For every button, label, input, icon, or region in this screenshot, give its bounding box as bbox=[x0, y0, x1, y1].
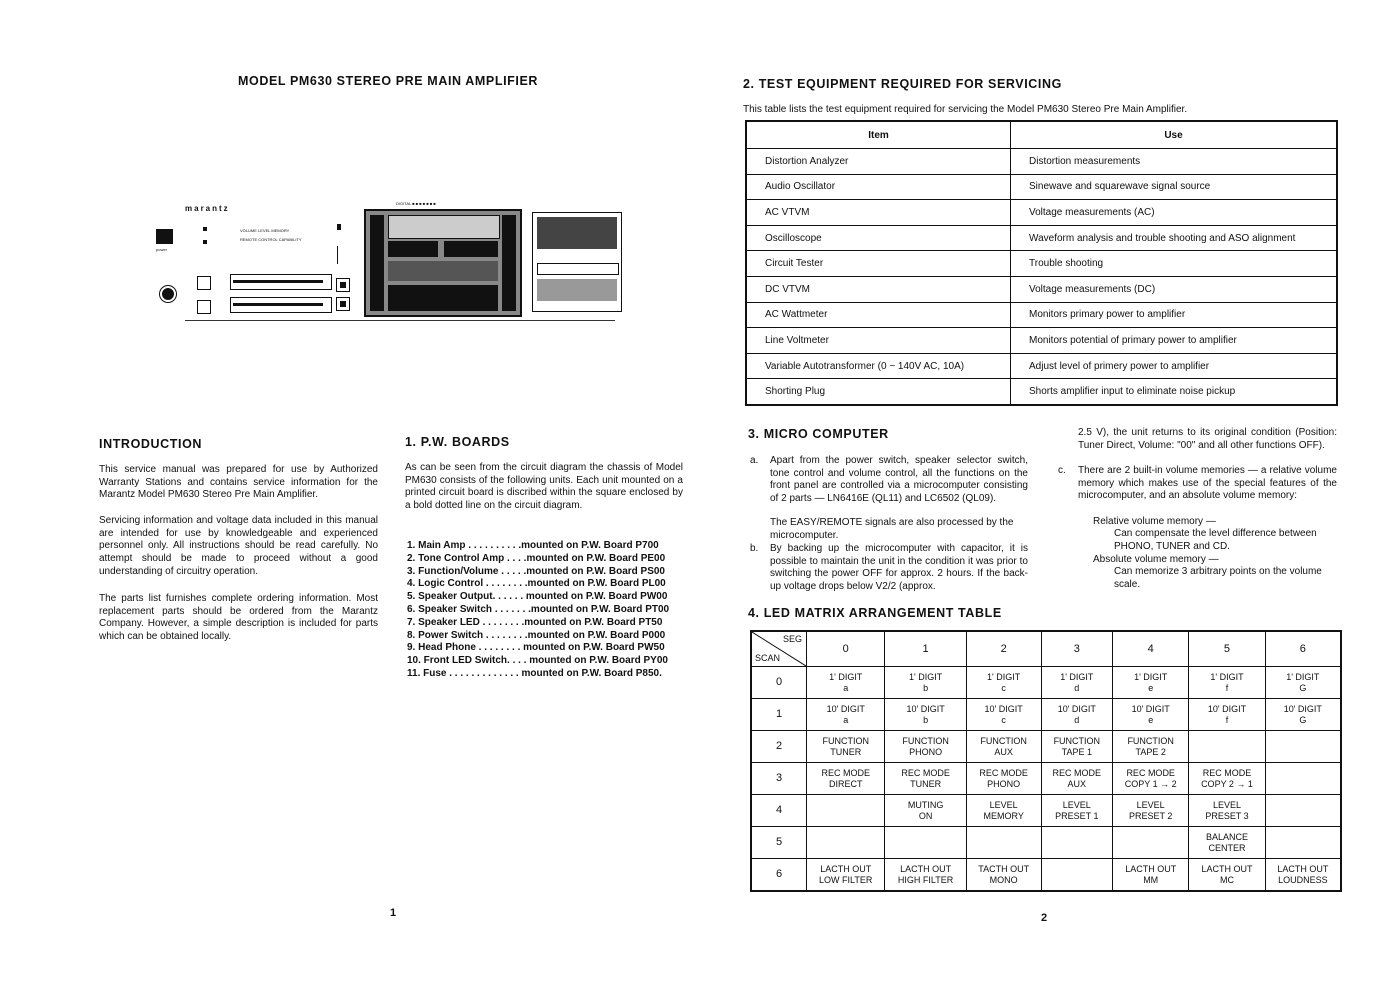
scan-number-cell: 3 bbox=[751, 763, 807, 795]
led-cell bbox=[1265, 667, 1341, 699]
led-cell bbox=[966, 795, 1041, 827]
led-cell bbox=[885, 667, 966, 699]
led-cell bbox=[1041, 795, 1112, 827]
led-cell bbox=[885, 731, 966, 763]
headphone-jack-icon bbox=[160, 286, 176, 302]
table-row bbox=[746, 251, 1337, 277]
table-row bbox=[746, 225, 1337, 251]
absolute-memory-title: Absolute volume memory — bbox=[1093, 554, 1219, 565]
led-cell bbox=[1113, 731, 1189, 763]
led-cell-line2: PHONO bbox=[909, 746, 943, 757]
led-cell-line2: MONO bbox=[989, 874, 1018, 885]
led-cell bbox=[1113, 859, 1189, 892]
list-item: 7. Speaker LED . . . . . . . .mounted on P.W. Board PT50 bbox=[407, 616, 663, 628]
led-cell-line1: 10' DIGIT bbox=[984, 703, 1023, 714]
led-cell bbox=[885, 859, 966, 892]
led-cell-line1: FUNCTION bbox=[980, 735, 1027, 746]
seg-column-header: 1 bbox=[885, 631, 966, 667]
led-cell-line1: REC MODE bbox=[979, 767, 1028, 778]
table-row bbox=[751, 859, 1341, 892]
test-equipment-heading: 2. TEST EQUIPMENT REQUIRED FOR SERVICING bbox=[743, 77, 1062, 91]
led-cell bbox=[1265, 763, 1341, 795]
led-cell-line2: TUNER bbox=[910, 778, 942, 789]
led-cell-line2: f bbox=[1225, 682, 1229, 693]
micro-b-continued: 2.5 V), the unit returns to its original condition (Position: Tuner Direct, Volume: "00" and all other functions OFF). bbox=[1078, 427, 1337, 451]
led-cell-line2: b bbox=[923, 682, 929, 693]
amplifier-illustration bbox=[150, 200, 620, 330]
led-cell bbox=[1113, 795, 1189, 827]
led-cell-line2: TUNER bbox=[830, 746, 862, 757]
led-cell bbox=[885, 795, 966, 827]
memory-label: VOLUME LEVEL MEMORY bbox=[240, 228, 290, 233]
micro-b-text: By backing up the microcomputer with capacitor, it is possible to maintain the unit in the condition it was prior to switching the power OFF for approx. 2 hours. If the back-up voltage drops below V2/2 (approx. bbox=[770, 543, 1028, 593]
absolute-memory-text: Can memorize 3 arbitrary points on the volume scale. bbox=[1114, 566, 1322, 590]
led-cell-line2: PRESET 3 bbox=[1205, 810, 1249, 821]
led-cell-line1: FUNCTION bbox=[902, 735, 949, 746]
led-cell-line1: LACTH OUT bbox=[820, 863, 872, 874]
relative-memory-text: Can compensate the level difference between PHONO, TUNER and CD. bbox=[1114, 528, 1317, 552]
equipment-item-cell: AC VTVM bbox=[746, 200, 1011, 226]
led-cell bbox=[807, 763, 885, 795]
led-cell-line1: LACTH OUT bbox=[900, 863, 952, 874]
led-cell bbox=[1113, 763, 1189, 795]
remote-label: REMOTE CONTROL CAPABILITY bbox=[240, 237, 302, 242]
led-cell-line1: LACTH OUT bbox=[1277, 863, 1329, 874]
led-cell-line1: REC MODE bbox=[901, 767, 950, 778]
table-row bbox=[751, 763, 1341, 795]
table-row bbox=[746, 353, 1337, 379]
led-cell-line1: 1' DIGIT bbox=[829, 671, 863, 682]
equipment-use-cell: Monitors primary power to amplifier bbox=[1011, 302, 1338, 328]
led-cell-line2: CENTER bbox=[1208, 842, 1246, 853]
brand-logo: marantz bbox=[185, 204, 230, 213]
led-cell-line1: 10' DIGIT bbox=[1057, 703, 1096, 714]
led-cell-line1: REC MODE bbox=[1202, 767, 1252, 778]
led-cell-line2: MM bbox=[1143, 874, 1159, 885]
power-button bbox=[156, 229, 173, 244]
equipment-use-cell: Sinewave and squarewave signal source bbox=[1011, 174, 1338, 200]
intro-paragraph-1: This service manual was prepared for use by Authorized Warranty Stations and contains service information for the Marantz Model PM630 Stereo Pre Main Amplifier. bbox=[99, 464, 378, 501]
table-row bbox=[751, 795, 1341, 827]
led-cell-line1: REC MODE bbox=[1126, 767, 1175, 778]
table-row bbox=[746, 276, 1337, 302]
list-item: 2. Tone Control Amp . . . .mounted on P.W. Board PE00 bbox=[407, 552, 666, 564]
page-number-right: 2 bbox=[1041, 912, 1048, 924]
led-cell-line1: LEVEL bbox=[1212, 799, 1241, 810]
led-cell bbox=[1265, 731, 1341, 763]
test-equipment-table bbox=[745, 120, 1338, 406]
seg-column-header: 4 bbox=[1113, 631, 1189, 667]
scan-number-cell: 0 bbox=[751, 667, 807, 699]
equipment-item-cell: Shorting Plug bbox=[746, 379, 1011, 405]
led-cell-line2: TAPE 1 bbox=[1061, 746, 1092, 757]
led-cell-line2: PHONO bbox=[987, 778, 1021, 789]
seg-label: SEG bbox=[782, 634, 802, 644]
equipment-use-cell: Shorts amplifier input to eliminate noise pickup bbox=[1011, 379, 1338, 405]
led-cell bbox=[1041, 827, 1112, 859]
led-cell-line1: 10' DIGIT bbox=[1131, 703, 1170, 714]
led-cell-line1: BALANCE bbox=[1205, 831, 1248, 842]
led-cell bbox=[1189, 667, 1265, 699]
list-item: 6. Speaker Switch . . . . . . .mounted on P.W. Board PT00 bbox=[407, 603, 670, 615]
small-display-panel bbox=[532, 212, 622, 312]
led-cell-line2: b bbox=[923, 714, 929, 725]
equipment-use-cell: Adjust level of primery power to amplifier bbox=[1011, 353, 1338, 379]
scan-number-cell: 2 bbox=[751, 731, 807, 763]
led-cell-line2: HIGH FILTER bbox=[897, 874, 954, 885]
led-cell-line2: e bbox=[1148, 714, 1154, 725]
scan-number-cell: 4 bbox=[751, 795, 807, 827]
led-cell-line2: d bbox=[1074, 714, 1080, 725]
led-cell-line2: c bbox=[1001, 714, 1006, 725]
led-cell-line1: LACTH OUT bbox=[1125, 863, 1177, 874]
led-cell bbox=[1265, 827, 1341, 859]
led-cell bbox=[807, 827, 885, 859]
led-cell-line1: FUNCTION bbox=[822, 735, 869, 746]
led-cell bbox=[966, 731, 1041, 763]
seg-column-header: 3 bbox=[1041, 631, 1112, 667]
micro-b-label: b. bbox=[750, 543, 759, 554]
micro-a-text2: The EASY/REMOTE signals are also processed by the microcomputer. bbox=[770, 517, 1014, 541]
led-cell-line2: a bbox=[843, 714, 849, 725]
list-item: 5. Speaker Output. . . . . . mounted on P.W. Board PW00 bbox=[407, 591, 668, 603]
led-cell-line1: 10' DIGIT bbox=[1283, 703, 1322, 714]
table-row bbox=[746, 200, 1337, 226]
equipment-item-cell: DC VTVM bbox=[746, 276, 1011, 302]
led-cell bbox=[1189, 699, 1265, 731]
led-cell bbox=[966, 699, 1041, 731]
led-cell bbox=[1189, 763, 1265, 795]
led-cell-line1: 10' DIGIT bbox=[826, 703, 865, 714]
led-cell bbox=[1265, 795, 1341, 827]
intro-paragraph-3: The parts list furnishes complete ordering information. Most replacement parts should be ordered from the Marantz Company. However, a simple description is included for parts which can be obtained locally. bbox=[99, 593, 378, 643]
led-cell bbox=[1041, 731, 1112, 763]
led-cell-line2: COPY 1 → 2 bbox=[1124, 778, 1177, 789]
micro-c-text: There are 2 built-in volume memories — a relative volume memory which makes use of the special features of the microcomputer, and an absolute volume memory: bbox=[1078, 465, 1337, 502]
seg-column-header: 6 bbox=[1265, 631, 1341, 667]
led-cell-line2: G bbox=[1299, 682, 1307, 693]
led-cell-line1: LEVEL bbox=[989, 799, 1018, 810]
led-cell bbox=[885, 763, 966, 795]
intro-heading: INTRODUCTION bbox=[99, 437, 203, 451]
led-cell-line2: G bbox=[1299, 714, 1307, 725]
led-cell bbox=[807, 667, 885, 699]
seg-column-header: 0 bbox=[807, 631, 885, 667]
led-cell-line1: 1' DIGIT bbox=[1134, 671, 1168, 682]
equipment-item-cell: Variable Autotransformer (0 ~ 140V AC, 10A) bbox=[746, 353, 1011, 379]
led-cell bbox=[966, 827, 1041, 859]
led-cell-line2: LOUDNESS bbox=[1278, 874, 1328, 885]
equipment-item-cell: Line Voltmeter bbox=[746, 328, 1011, 354]
led-cell-line1: 10' DIGIT bbox=[906, 703, 945, 714]
equipment-item-cell: AC Wattmeter bbox=[746, 302, 1011, 328]
table-row bbox=[746, 174, 1337, 200]
led-cell-line1: FUNCTION bbox=[1053, 735, 1101, 746]
micro-a-label: a. bbox=[750, 455, 759, 466]
list-item: 11. Fuse . . . . . . . . . . . . . mounted on P.W. Board P850. bbox=[407, 667, 662, 679]
led-cell-line2: PRESET 1 bbox=[1055, 810, 1099, 821]
micro-a-text: Apart from the power switch, speaker selector switch, tone control and volume control, all the functions on the front panel are controlled via a microcomputer consisting of 2 parts — LN6416E (QL11) and LC6502 (QL09). bbox=[770, 455, 1028, 505]
led-cell-line2: MC bbox=[1219, 874, 1234, 885]
equipment-item-cell: Circuit Tester bbox=[746, 251, 1011, 277]
list-item: 9. Head Phone . . . . . . . . mounted on P.W. Board PW50 bbox=[407, 642, 665, 654]
led-cell bbox=[1041, 859, 1112, 892]
equipment-item-cell: Oscilloscope bbox=[746, 225, 1011, 251]
led-cell bbox=[1113, 667, 1189, 699]
equipment-item-cell: Distortion Analyzer bbox=[746, 149, 1011, 175]
led-heading: 4. LED MATRIX ARRANGEMENT TABLE bbox=[748, 606, 1002, 620]
led-cell bbox=[885, 699, 966, 731]
led-cell-line2: DIRECT bbox=[828, 778, 863, 789]
table-row bbox=[751, 699, 1341, 731]
led-cell-line1: 1' DIGIT bbox=[987, 671, 1021, 682]
scan-number-cell: 5 bbox=[751, 827, 807, 859]
list-item: 3. Function/Volume . . . . .mounted on P.W. Board PS00 bbox=[407, 565, 665, 577]
list-item: 10. Front LED Switch. . . . mounted on P.W. Board PY00 bbox=[407, 655, 668, 667]
led-cell bbox=[1041, 667, 1112, 699]
led-cell bbox=[966, 763, 1041, 795]
scan-number-cell: 1 bbox=[751, 699, 807, 731]
led-cell-line2: c bbox=[1001, 682, 1006, 693]
equipment-use-cell: Monitors potential of primary power to amplifier bbox=[1011, 328, 1338, 354]
led-cell bbox=[966, 859, 1041, 892]
led-cell-line2: COPY 2 → 1 bbox=[1201, 778, 1253, 789]
table-row bbox=[751, 667, 1341, 699]
led-cell bbox=[1041, 763, 1112, 795]
led-cell-line1: 1' DIGIT bbox=[1210, 671, 1244, 682]
seg-scan-corner bbox=[751, 631, 807, 667]
led-cell bbox=[1113, 699, 1189, 731]
led-cell-line1: 10' DIGIT bbox=[1207, 703, 1247, 714]
equipment-item-cell: Audio Oscillator bbox=[746, 174, 1011, 200]
led-cell-line1: REC MODE bbox=[1052, 767, 1102, 778]
led-cell-line2: e bbox=[1148, 682, 1154, 693]
seg-column-header: 2 bbox=[966, 631, 1041, 667]
led-cell-line1: REC MODE bbox=[821, 767, 870, 778]
led-cell-line1: LEVEL bbox=[1136, 799, 1165, 810]
equipment-use-cell: Voltage measurements (DC) bbox=[1011, 276, 1338, 302]
led-cell-line2: LOW FILTER bbox=[819, 874, 873, 885]
micro-c-label: c. bbox=[1058, 465, 1066, 476]
led-cell bbox=[1265, 859, 1341, 892]
boards-list bbox=[407, 540, 692, 681]
led-cell bbox=[1189, 827, 1265, 859]
led-cell-line1: MUTING bbox=[907, 799, 944, 810]
power-label: power bbox=[156, 247, 167, 252]
intro-paragraph-2: Servicing information and voltage data included in this manual are intended for use by knowledgeable and experienced personnel only. All instructions should be read carefully. No attempt should be made to proceed without a good understanding of circuitry operation. bbox=[99, 515, 378, 577]
col-item-header: Item bbox=[746, 121, 1011, 149]
table-row bbox=[746, 328, 1337, 354]
relative-memory-title: Relative volume memory — bbox=[1093, 516, 1216, 527]
led-cell-line1: LACTH OUT bbox=[1201, 863, 1253, 874]
table-row bbox=[751, 827, 1341, 859]
led-cell-line2: ON bbox=[918, 810, 933, 821]
led-cell bbox=[1113, 827, 1189, 859]
led-cell bbox=[1189, 731, 1265, 763]
led-cell-line1: FUNCTION bbox=[1127, 735, 1174, 746]
test-equipment-intro: This table lists the test equipment required for servicing the Model PM630 Stereo Pre Main Amplifier. bbox=[743, 104, 1188, 115]
led-cell-line2: MEMORY bbox=[983, 810, 1024, 821]
led-cell-line2: TAPE 2 bbox=[1135, 746, 1166, 757]
led-cell bbox=[885, 827, 966, 859]
led-cell-line2: AUX bbox=[994, 746, 1013, 757]
equipment-use-cell: Trouble shooting bbox=[1011, 251, 1338, 277]
led-cell bbox=[807, 731, 885, 763]
led-cell bbox=[1189, 795, 1265, 827]
list-item: 1. Main Amp . . . . . . . . . .mounted on P.W. Board P700 bbox=[407, 540, 659, 551]
scan-label: SCAN bbox=[755, 653, 781, 663]
led-cell-line2: f bbox=[1225, 714, 1229, 725]
equipment-use-cell: Waveform analysis and trouble shooting and ASO alignment bbox=[1011, 225, 1338, 251]
table-row bbox=[746, 302, 1337, 328]
list-item: 4. Logic Control . . . . . . . .mounted on P.W. Board PL00 bbox=[407, 578, 666, 590]
digital-display-panel: DIGITAL ■ ■ ■ ■ ■ ■ ■ bbox=[364, 209, 522, 317]
led-matrix-table bbox=[750, 630, 1342, 892]
led-cell bbox=[1041, 699, 1112, 731]
col-use-header: Use bbox=[1011, 121, 1338, 149]
led-cell bbox=[966, 667, 1041, 699]
led-cell-line1: LEVEL bbox=[1062, 799, 1091, 810]
equipment-use-cell: Distortion measurements bbox=[1011, 149, 1338, 175]
seg-column-header: 5 bbox=[1189, 631, 1265, 667]
model-title: MODEL PM630 STEREO PRE MAIN AMPLIFIER bbox=[238, 74, 539, 88]
table-row bbox=[746, 149, 1337, 175]
led-cell-line1: 1' DIGIT bbox=[1060, 671, 1094, 682]
equipment-use-cell: Voltage measurements (AC) bbox=[1011, 200, 1338, 226]
led-cell bbox=[807, 699, 885, 731]
scan-number-cell: 6 bbox=[751, 859, 807, 892]
led-cell-line1: 1' DIGIT bbox=[908, 671, 943, 682]
page-number-left: 1 bbox=[390, 907, 397, 919]
led-cell bbox=[1265, 699, 1341, 731]
led-cell-line1: 1' DIGIT bbox=[1286, 671, 1320, 682]
led-cell bbox=[1189, 859, 1265, 892]
led-cell bbox=[807, 859, 885, 892]
boards-heading: 1. P.W. BOARDS bbox=[405, 435, 510, 449]
led-cell-line2: a bbox=[843, 682, 849, 693]
led-cell-line1: TACTH OUT bbox=[978, 863, 1030, 874]
led-cell-line2: PRESET 2 bbox=[1129, 810, 1173, 821]
table-row bbox=[751, 731, 1341, 763]
boards-intro: As can be seen from the circuit diagram the chassis of Model PM630 consists of the following units. Each unit mounted on a printed circuit board is discribed within the square enclosed by a bold dotted line on the circuit diagram. bbox=[405, 462, 683, 512]
list-item: 8. Power Switch . . . . . . . .mounted on P.W. Board P000 bbox=[407, 629, 666, 641]
table-row bbox=[746, 379, 1337, 405]
micro-heading: 3. MICRO COMPUTER bbox=[748, 427, 889, 441]
led-cell-line2: AUX bbox=[1067, 778, 1087, 789]
led-cell bbox=[807, 795, 885, 827]
led-cell-line2: d bbox=[1074, 682, 1080, 693]
